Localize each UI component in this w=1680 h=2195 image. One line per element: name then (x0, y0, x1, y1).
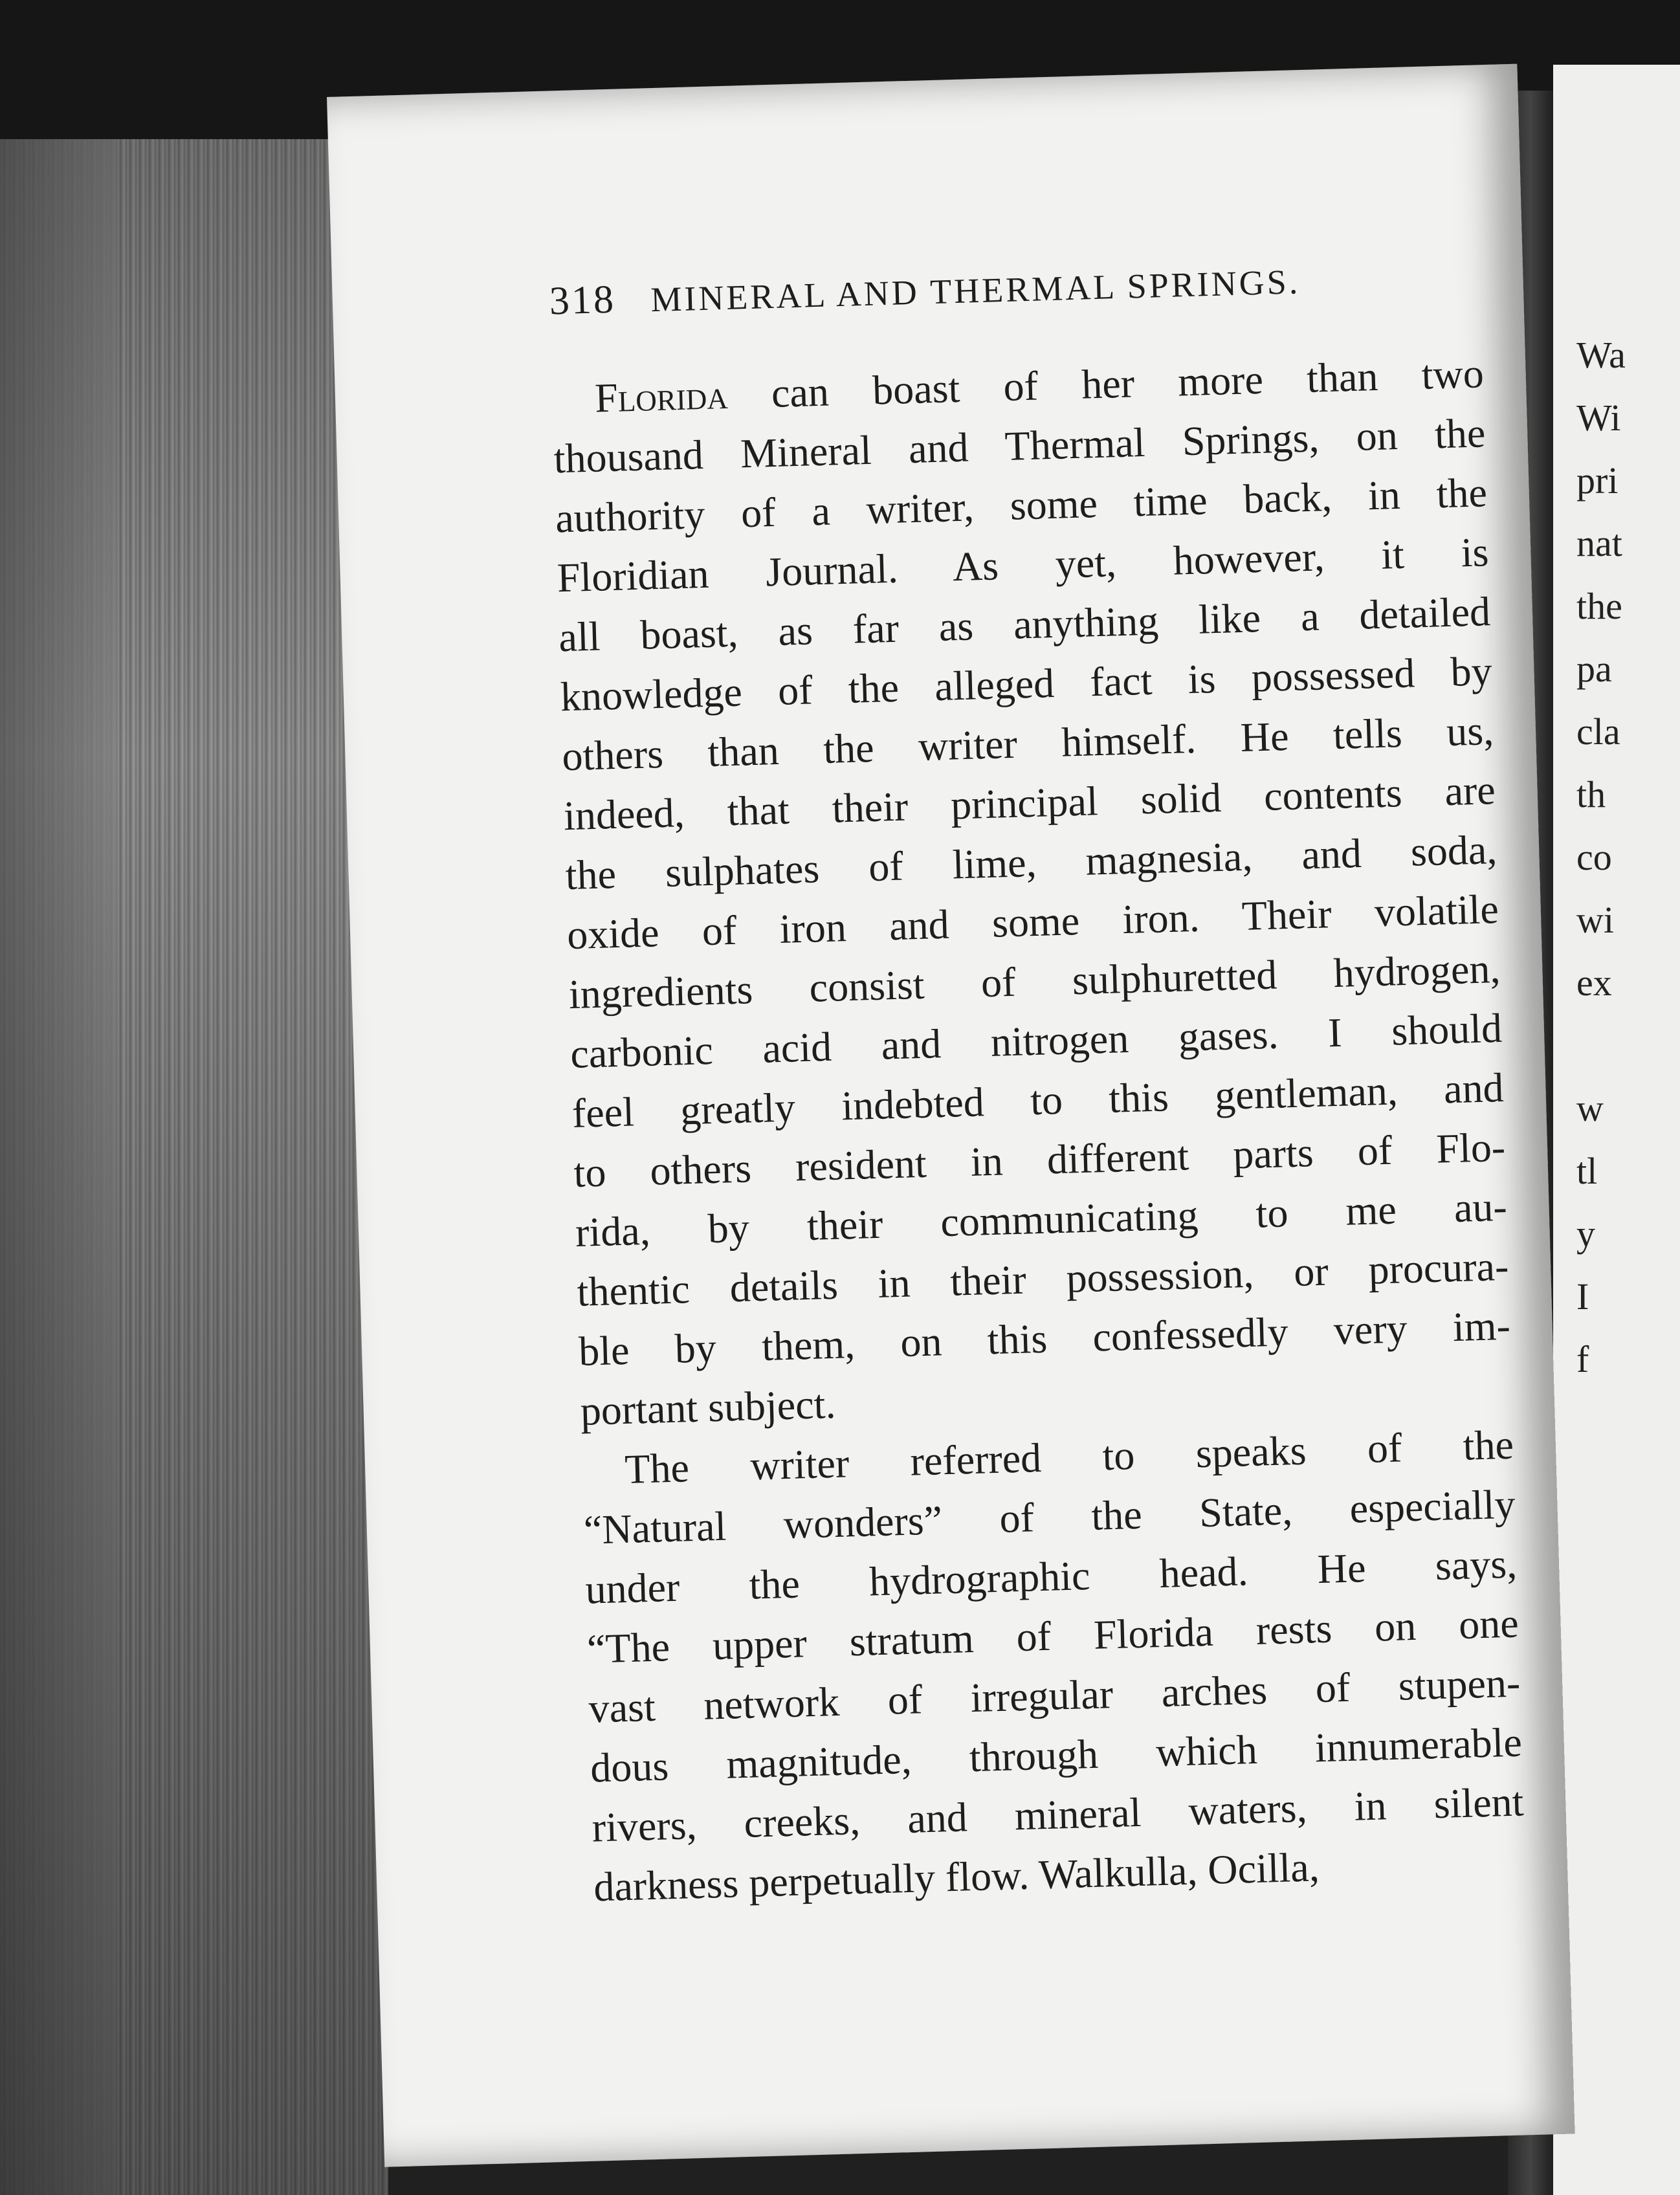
facing-page-fragments: Wa Wi pri nat the pa cla th co wi ex w tl y I f (1576, 334, 1626, 1380)
text-line-content: others than the writer himself. He tells us, (561, 707, 1495, 780)
page-number: 318 (548, 277, 616, 324)
text-line-content: thentic details in their possession, or procura- (576, 1242, 1510, 1315)
text-line-content: Floridian Journal. As yet, however, it is (556, 529, 1490, 601)
text-line-content: authority of a writer, some time back, in the (555, 469, 1488, 542)
text-line-content: thousand Mineral and Thermal Springs, on the (553, 410, 1487, 482)
text-line-content: can boast of her more than two (727, 350, 1485, 417)
text-line-content: all boast, as far as anything like a detailed (558, 588, 1491, 661)
page-header (549, 252, 1481, 324)
text-line-content: the sulphates of lime, magnesia, and soda, (564, 826, 1498, 899)
paragraph-lead-word: Florida (594, 371, 729, 421)
page-text-block (549, 252, 1526, 1917)
text-line-content: dous magnitude, through which innumerable (590, 1719, 1523, 1791)
text-line-content: ble by them, on this confessedly very im- (578, 1302, 1511, 1374)
text-line-content: knowledge of the alleged fact is possessed by (560, 648, 1493, 720)
text-line-content: vast network of irregular arches of stupen- (588, 1659, 1521, 1732)
text-line-content: oxide of iron and some iron. Their volatile (566, 885, 1499, 958)
text-line-content: feel greatly indebted to this gentleman, and (571, 1064, 1505, 1137)
text-line-content: ingredients consist of sulphuretted hydrogen, (568, 945, 1501, 1018)
text-line-content: darkness perpetually flow. Walkulla, Ocilla, (593, 1844, 1320, 1910)
paragraph (551, 344, 1513, 1441)
body-text (551, 344, 1526, 1917)
text-line-content: indeed, that their principal solid contents are (563, 767, 1496, 839)
text-line-content: rida, by their communicating to me au- (575, 1183, 1508, 1255)
running-head: MINERAL AND THERMAL SPRINGS. (650, 262, 1301, 320)
text-line-content: “Natural wonders” of the State, especially (582, 1481, 1516, 1553)
text-line-content: carbonic acid and nitrogen gases. I should (569, 1004, 1503, 1077)
paragraph (581, 1415, 1526, 1917)
text-line-content: portant subject. (579, 1380, 837, 1434)
text-line-content: to others resident in different parts of Flo- (573, 1123, 1506, 1196)
text-line-content: The writer referred to speaks of the (624, 1421, 1514, 1492)
book-fore-edge-shading (0, 139, 388, 2195)
text-line-content: under the hydrographic head. He says, (584, 1540, 1518, 1613)
text-line-content: rivers, creeks, and mineral waters, in silent (591, 1778, 1525, 1851)
facing-page (1553, 65, 1680, 2195)
book-page (327, 64, 1575, 2167)
text-line-content: “The upper stratum of Florida rests on one (586, 1600, 1520, 1672)
